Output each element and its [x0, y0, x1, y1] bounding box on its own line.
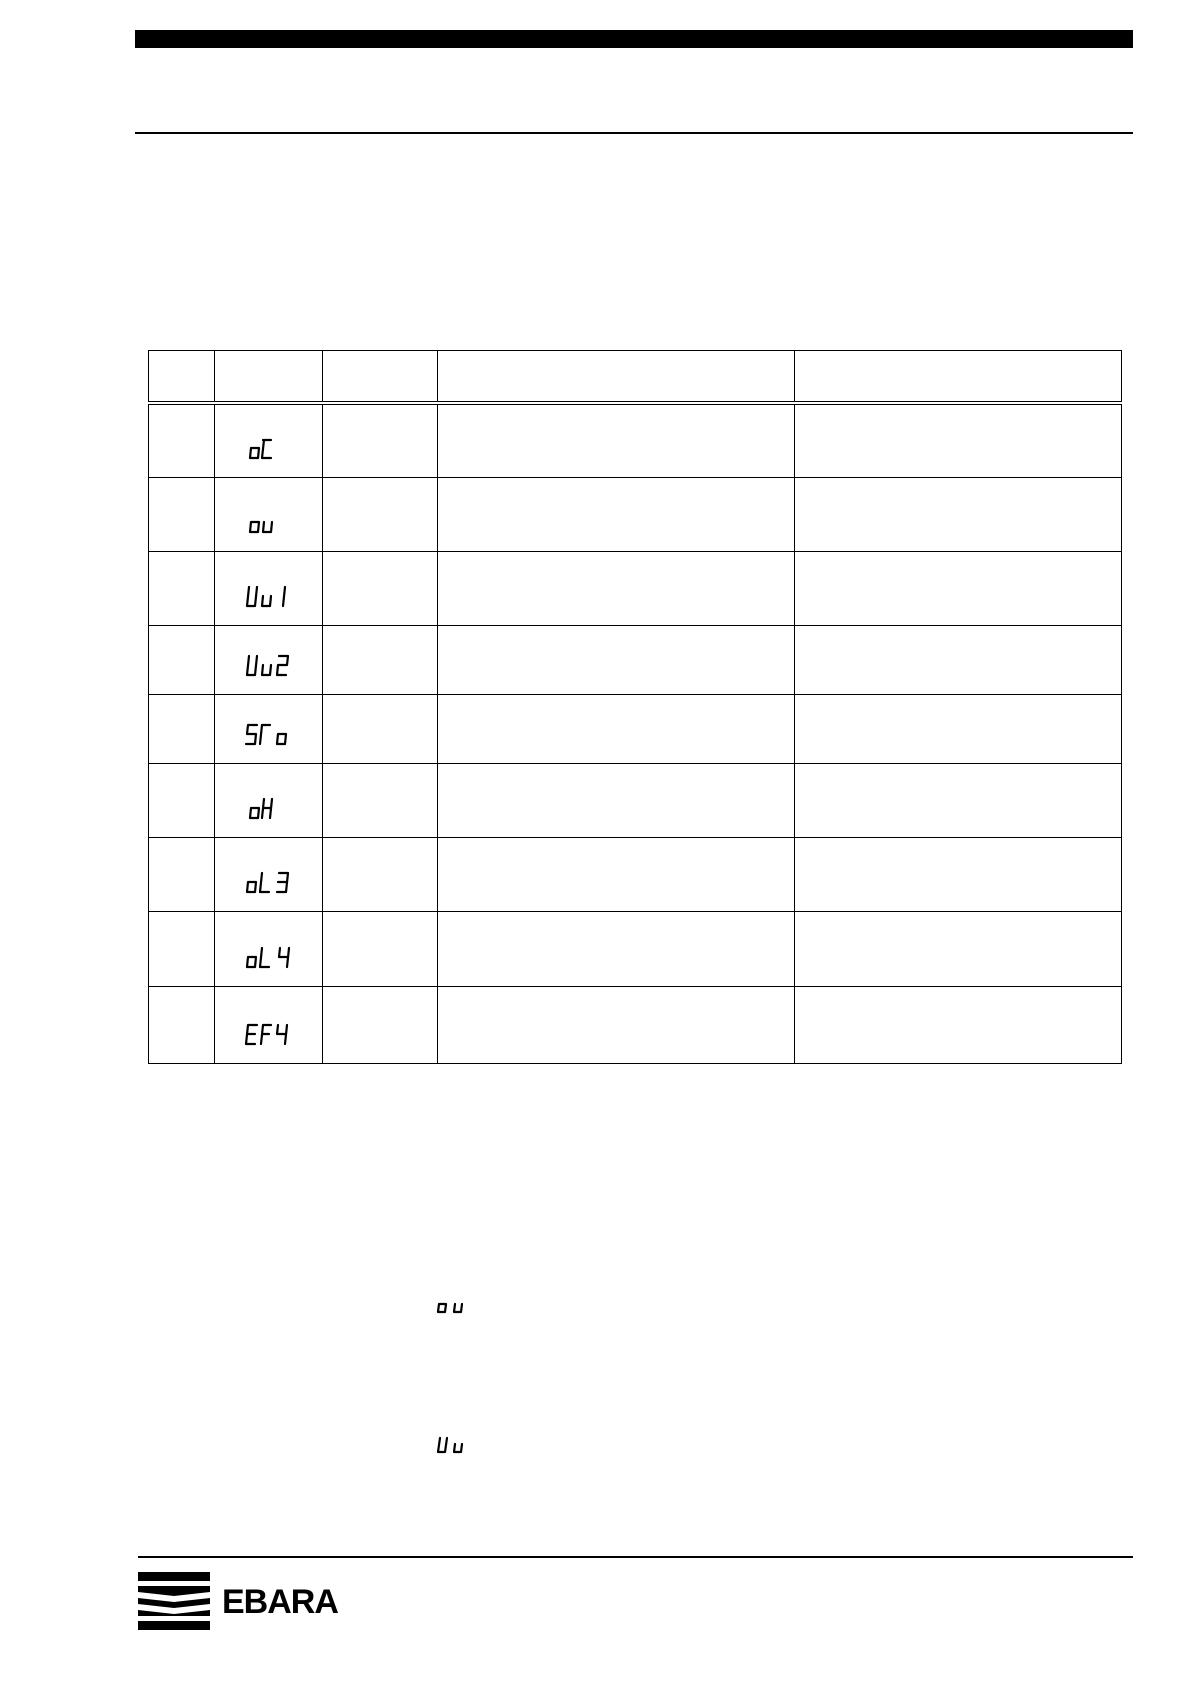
- inline-code-ou: [435, 1296, 471, 1316]
- header-cell-display: [215, 351, 323, 404]
- ebara-logo: [138, 1572, 338, 1632]
- display-code-cell: [215, 694, 323, 763]
- ebara-logo-text: EBARA: [222, 1583, 338, 1621]
- table-row: [149, 551, 1122, 625]
- table-header-row: [149, 351, 1122, 404]
- seven-segment-code: [243, 584, 295, 610]
- header-cell-name: [323, 351, 438, 404]
- seven-segment-code: [243, 870, 295, 896]
- display-code-cell: [215, 837, 323, 911]
- display-code-cell: [215, 551, 323, 625]
- table-row: [149, 911, 1122, 986]
- fault-code-table: [148, 350, 1122, 1064]
- header-cell-remedy: [795, 351, 1122, 404]
- display-code-cell: [215, 477, 323, 551]
- table-row: [149, 986, 1122, 1063]
- footer-rule: [138, 1556, 1133, 1558]
- seven-segment-code: [243, 510, 295, 536]
- header-rule: [135, 132, 1133, 134]
- table-row: [149, 403, 1122, 477]
- display-code-cell: [215, 625, 323, 694]
- seven-segment-code: [243, 796, 295, 822]
- ebara-logo-icon: [138, 1572, 210, 1630]
- header-cell-cause: [438, 351, 795, 404]
- seven-segment-code: [243, 436, 295, 462]
- seven-segment-code: [243, 945, 295, 971]
- seven-segment-code: [243, 653, 295, 679]
- header-bar: [135, 30, 1133, 48]
- table-row: [149, 477, 1122, 551]
- table-row: [149, 837, 1122, 911]
- display-code-cell: [215, 986, 323, 1063]
- display-code-cell: [215, 763, 323, 837]
- display-code-cell: [215, 403, 323, 477]
- table-row: [149, 763, 1122, 837]
- inline-code-uu: [435, 1436, 471, 1456]
- table-row: [149, 625, 1122, 694]
- display-code-cell: [215, 911, 323, 986]
- seven-segment-code: [243, 1022, 295, 1048]
- seven-segment-code: [243, 722, 295, 748]
- header-cell-no: [149, 351, 215, 404]
- table-row: [149, 694, 1122, 763]
